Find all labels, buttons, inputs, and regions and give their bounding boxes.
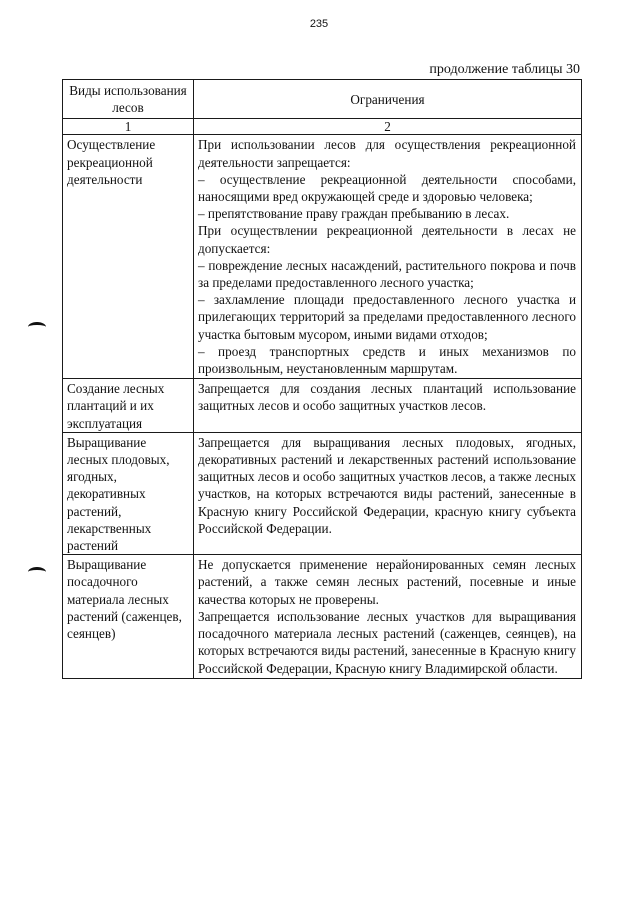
restriction-line: При осуществлении рекреационной деятельности в лесах не допускается: [198,223,576,256]
column-number-row [63,119,582,135]
restriction-line: – препятствование праву граждан пребыванию в лесах. [198,206,510,222]
use-type-cell: Выращивание лесных плодовых, ягодных, декоративных растений, лекарственных растений [63,432,194,554]
restrictions-cell [194,555,582,678]
column-number-2: 2 [194,119,582,135]
table-continuation-label: продолжение таблицы 30 [429,62,580,77]
restriction-line: – повреждение лесных насаждений, растительного покрова и почв за пределами предоставленного лесного участка; [198,257,576,291]
restriction-line: Не допускается применение нерайонированных семян лесных растений, а также семян лесных растений, посевные и иные качества которых не проверены. [198,557,576,607]
table-header-row [63,80,582,119]
use-type-cell: Создание лесных плантаций и их эксплуатация [63,379,194,433]
restriction-line: Запрещается использование лесных участков для выращивания посадочного материала лесных растений (саженцев, сеянцев), на которых встречаются виды растений, занесенные в Красную книгу Российской Федерации, Красную книгу Владимирской области. [198,608,576,676]
restriction-line: Запрещается для создания лесных плантаций использование защитных лесов и особо защитных участков лесов. [198,381,576,414]
scan-artifact-mark [28,567,46,577]
page-number: 235 [309,18,329,30]
restrictions-table [62,79,582,679]
restriction-line: – проезд транспортных средств и иных механизмов по произвольным, неустановленным маршрутам. [198,343,576,377]
restriction-line: – захламление площади предоставленного лесного участка и прилегающих территорий за пределами предоставленного лесного участка бытовым мусором, иными видами отходов; [198,292,576,342]
restriction-line: Запрещается для выращивания лесных плодовых, ягодных, декоративных растений и лекарственных растений использование защитных лесов и особо защитных участков лесов, а также лесных участков, на которых встречаются виды растений, занесенные в Красную книгу Российской Федерации, красную книгу субъекта Российской Федерации. [198,434,576,536]
table-row [63,135,582,379]
header-use-type: Виды использования лесов [63,80,194,119]
table-row [63,432,582,554]
restrictions-cell [194,432,582,554]
restrictions-cell [194,379,582,433]
table-row [63,379,582,433]
header-restrictions: Ограничения [194,80,582,119]
column-number-1: 1 [63,119,194,135]
restriction-line: При использовании лесов для осуществления рекреационной деятельности запрещается: [198,137,576,170]
table-row [63,555,582,678]
use-type-cell: Выращивание посадочного материала лесных растений (саженцев, сеянцев) [63,555,194,678]
scan-artifact-mark [28,322,46,332]
restriction-line: – осуществление рекреационной деятельности способами, наносящими вред окружающей среде и здоровью человека; [198,171,576,205]
use-type-cell: Осуществление рекреационной деятельности [63,135,194,379]
restrictions-cell [194,135,582,379]
